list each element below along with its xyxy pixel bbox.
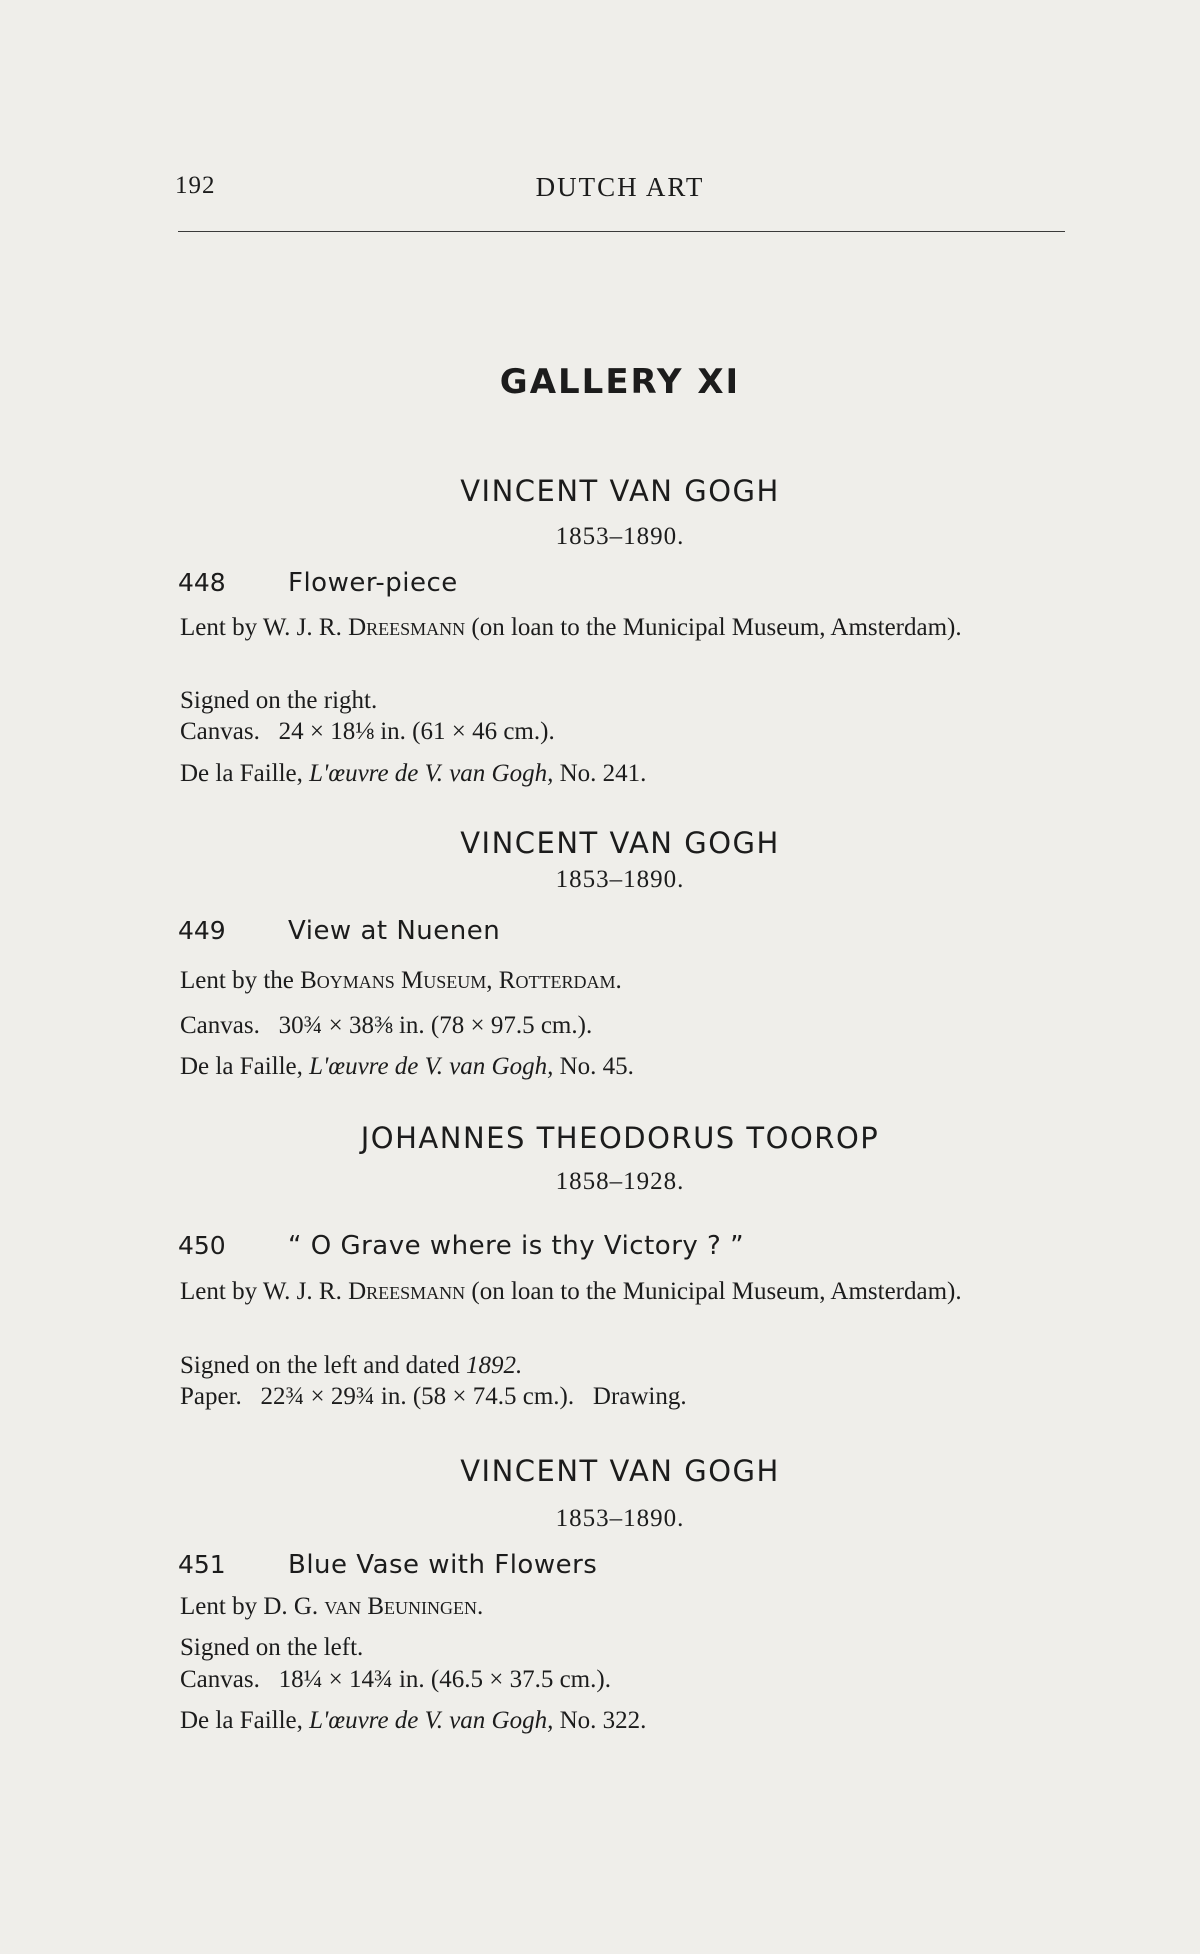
entry-number: 450	[178, 1231, 226, 1260]
artist-name: JOHANNES THEODORUS TOOROP	[360, 1121, 880, 1155]
lender-line	[180, 1591, 1070, 1622]
entry-number: 449	[178, 916, 226, 945]
artist-name: VINCENT VAN GOGH	[460, 826, 780, 860]
dimensions: 24 × 18⅛ in. (61 × 46 cm.).	[278, 718, 555, 745]
lender-line	[180, 1276, 1070, 1307]
lender-name: van Beuningen.	[324, 1593, 484, 1620]
signature-line: Signed on the right.	[180, 687, 378, 714]
lender-suffix: (on loan to the Municipal Museum, Amsterdam).	[471, 614, 962, 641]
catalogue-number: No. 241.	[559, 760, 647, 787]
entry-title: “ O Grave where is thy Victory ? ”	[288, 1231, 745, 1261]
artist-dates: 1858–1928.	[555, 1168, 685, 1195]
dimensions: 22¾ × 29¾ in. (58 × 74.5 cm.).	[260, 1383, 575, 1410]
medium-line	[180, 1381, 1070, 1412]
running-head	[175, 172, 1065, 212]
entry-title: Flower-piece	[288, 568, 458, 598]
signature-line	[180, 1350, 1070, 1381]
medium-line	[180, 1664, 1070, 1695]
lender-suffix: (on loan to the Municipal Museum, Amsterdam).	[471, 1278, 962, 1305]
lender-name: Dreesmann	[348, 614, 466, 641]
medium: Canvas.	[180, 1666, 260, 1693]
catalogue-reference	[180, 758, 1070, 789]
entry-heading	[178, 1231, 1068, 1267]
signature-text: Signed on the left and dated	[180, 1352, 460, 1379]
catalogue-reference	[180, 1051, 1070, 1082]
catalogue-reference	[180, 1705, 1070, 1736]
medium: Canvas.	[180, 718, 260, 745]
lender-name: Dreesmann	[348, 1278, 466, 1305]
lender-prefix: Lent by W. J. R.	[180, 1278, 342, 1305]
entry-title: Blue Vase with Flowers	[288, 1550, 598, 1580]
catalogue-number: No. 45.	[559, 1053, 634, 1080]
catalogue-work: L'œuvre de V. van Gogh,	[309, 1053, 554, 1080]
catalogue-work: L'œuvre de V. van Gogh,	[309, 760, 554, 787]
entry-heading	[178, 916, 1068, 952]
header-rule	[178, 231, 1065, 232]
signature-line: Signed on the left.	[180, 1634, 364, 1661]
lender-prefix: Lent by the	[180, 967, 294, 994]
entry-heading	[178, 1550, 1068, 1586]
artist-name: VINCENT VAN GOGH	[460, 1454, 780, 1488]
lender-line	[180, 965, 1070, 996]
medium-line	[180, 716, 1070, 747]
catalogue-prefix: De la Faille,	[180, 1707, 303, 1734]
artist-name: VINCENT VAN GOGH	[460, 474, 780, 508]
lender-prefix: Lent by W. J. R.	[180, 614, 342, 641]
entry-number: 451	[178, 1550, 226, 1579]
artist-dates: 1853–1890.	[555, 523, 685, 550]
catalogue-prefix: De la Faille,	[180, 1053, 303, 1080]
lender-name: Boymans Museum, Rotterdam.	[300, 967, 622, 994]
artist-dates: 1853–1890.	[555, 866, 685, 893]
entry-title: View at Nuenen	[288, 916, 501, 946]
catalogue-prefix: De la Faille,	[180, 760, 303, 787]
dimensions: 30¾ × 38⅜ in. (78 × 97.5 cm.).	[278, 1012, 593, 1039]
catalogue-number: No. 322.	[559, 1707, 647, 1734]
catalogue-work: L'œuvre de V. van Gogh,	[309, 1707, 554, 1734]
dimensions: 18¼ × 14¾ in. (46.5 × 37.5 cm.).	[278, 1666, 611, 1693]
page-number: 192	[175, 172, 216, 199]
gallery-title: GALLERY XI	[499, 362, 741, 402]
lender-prefix: Lent by D. G.	[180, 1593, 319, 1620]
medium: Paper.	[180, 1383, 242, 1410]
medium: Canvas.	[180, 1012, 260, 1039]
medium-note: Drawing.	[592, 1383, 687, 1410]
artist-dates: 1853–1890.	[555, 1505, 685, 1532]
entry-number: 448	[178, 568, 226, 597]
running-title: DUTCH ART	[535, 172, 705, 202]
medium-line	[180, 1010, 1070, 1041]
entry-heading	[178, 568, 1068, 604]
lender-line	[180, 612, 1070, 643]
signature-year: 1892.	[466, 1352, 523, 1379]
